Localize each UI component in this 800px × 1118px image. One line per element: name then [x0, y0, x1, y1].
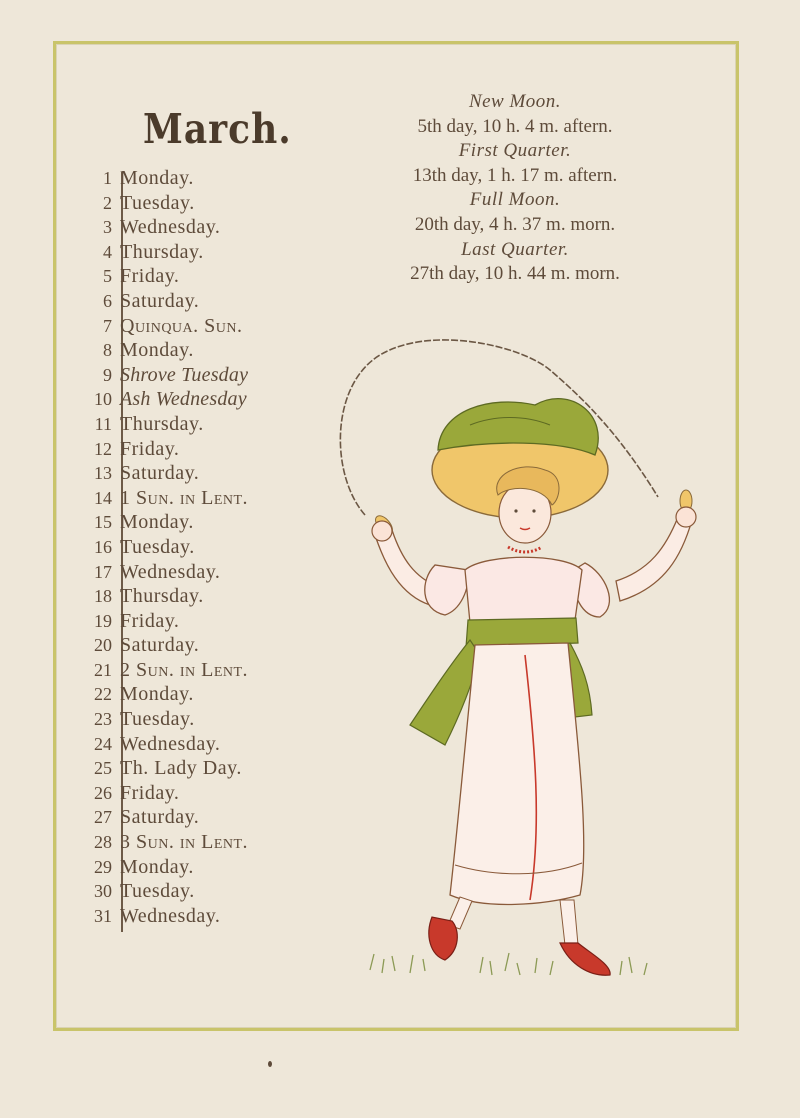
day-number: 5 [103, 266, 112, 287]
day-row [70, 437, 330, 462]
day-label: Tuesday. [120, 708, 195, 731]
day-label: Wednesday. [120, 560, 221, 583]
left-hand [372, 521, 392, 541]
day-row [70, 461, 330, 486]
day-label: 1 Sun. in Lent. [120, 486, 249, 509]
day-row [70, 830, 330, 855]
moon-phases [355, 90, 675, 287]
day-row [70, 707, 330, 732]
day-row [70, 904, 330, 929]
day-row [70, 609, 330, 634]
day-number: 13 [94, 463, 112, 484]
day-number: 27 [94, 807, 112, 828]
moon-phase-time: 20th day, 4 h. 37 m. morn. [414, 213, 616, 235]
day-row [70, 584, 330, 609]
day-number: 14 [94, 487, 112, 508]
right-shoe [560, 943, 610, 975]
day-number: 1 [103, 168, 112, 188]
day-label: Quinqua. Sun. [120, 314, 243, 337]
moon-phase-time: 27th day, 10 h. 44 m. morn. [410, 263, 620, 285]
day-number: 29 [94, 856, 112, 877]
day-row [70, 560, 330, 585]
day-row [70, 781, 330, 806]
day-number: 26 [94, 782, 112, 803]
right-hand [676, 507, 696, 527]
moon-phase-name: Full Moon. [469, 189, 561, 211]
day-label: 2 Sun. in Lent. [120, 658, 249, 681]
day-label: Monday. [120, 339, 194, 362]
day-row [70, 338, 330, 363]
day-row [70, 215, 330, 240]
day-number: 9 [103, 364, 112, 385]
moon-phase-time: 5th day, 10 h. 4 m. aftern. [417, 115, 613, 137]
day-row [70, 879, 330, 904]
coral-necklace [508, 547, 542, 552]
day-label: Saturday. [120, 462, 200, 485]
day-row [70, 314, 330, 339]
day-number: 19 [94, 610, 112, 631]
day-number: 12 [94, 438, 112, 459]
day-number: 6 [103, 290, 112, 311]
day-row [70, 682, 330, 707]
day-number: 20 [94, 635, 112, 656]
day-row [70, 756, 330, 781]
day-label: Saturday. [120, 289, 200, 312]
day-number: 28 [94, 832, 112, 853]
day-row [70, 191, 330, 216]
day-row [70, 510, 330, 535]
day-number: 16 [94, 536, 112, 557]
day-number: 31 [94, 905, 112, 926]
day-row [70, 633, 330, 658]
day-number: 18 [94, 586, 112, 607]
day-label: Th. Lady Day. [120, 757, 242, 780]
day-number: 22 [94, 684, 112, 705]
day-row [70, 412, 330, 437]
day-number: 8 [103, 340, 112, 361]
day-label: Friday. [120, 437, 180, 460]
day-label: Friday. [120, 781, 180, 804]
month-title: March. [143, 104, 292, 154]
day-number: 3 [103, 217, 112, 238]
day-label: Thursday. [120, 240, 204, 263]
moon-phase-name: First Quarter. [458, 140, 572, 162]
day-row [70, 363, 330, 388]
day-label: Thursday. [120, 585, 204, 608]
day-label: 3 Sun. in Lent. [120, 831, 249, 854]
day-label: Wednesday. [120, 216, 221, 239]
day-number: 30 [94, 881, 112, 902]
day-row [70, 855, 330, 880]
bodice [465, 557, 582, 623]
day-label: Tuesday. [120, 535, 195, 558]
day-number: 24 [94, 733, 112, 754]
day-row [70, 732, 330, 757]
day-number: 23 [94, 709, 112, 730]
day-row [70, 264, 330, 289]
day-row [70, 805, 330, 830]
day-row [70, 486, 330, 511]
day-number: 15 [94, 512, 112, 533]
right-arm [616, 517, 692, 601]
day-label: Monday. [120, 683, 194, 706]
day-number: 17 [94, 561, 112, 582]
moon-phase-name: Last Quarter. [461, 238, 569, 260]
day-row [70, 289, 330, 314]
moon-phase-name: New Moon. [468, 91, 562, 112]
day-label: Thursday. [120, 412, 204, 435]
day-label: Tuesday. [120, 880, 195, 903]
day-number: 4 [103, 241, 112, 262]
day-label: Wednesday. [120, 904, 221, 927]
day-label: Monday. [120, 511, 194, 534]
ink-speck [268, 1061, 272, 1067]
day-label: Monday. [120, 855, 194, 878]
moon-phase-time: 13th day, 1 h. 17 m. aftern. [412, 164, 618, 186]
day-number: 10 [94, 389, 112, 410]
day-list [70, 166, 330, 928]
day-number: 11 [94, 413, 112, 434]
day-row [70, 658, 330, 683]
day-label: Tuesday. [120, 191, 195, 214]
left-shoe [429, 917, 457, 960]
day-number: 21 [94, 659, 112, 680]
day-label: Ash Wednesday [120, 388, 247, 411]
day-label: Saturday. [120, 806, 200, 829]
day-label: Saturday. [120, 634, 200, 657]
day-row [70, 387, 330, 412]
day-number: 7 [103, 315, 112, 336]
left-sleeve [425, 565, 468, 615]
day-row [70, 166, 330, 191]
day-number: 2 [103, 192, 112, 213]
girl-jumping-rope-illustration [320, 325, 720, 1005]
day-label: Monday. [120, 167, 194, 189]
day-row [70, 535, 330, 560]
day-row [70, 240, 330, 265]
day-number: 25 [94, 758, 112, 779]
day-label: Friday. [120, 265, 180, 288]
day-label: Shrove Tuesday [120, 363, 249, 386]
day-label: Wednesday. [120, 732, 221, 755]
day-label: Friday. [120, 609, 180, 632]
